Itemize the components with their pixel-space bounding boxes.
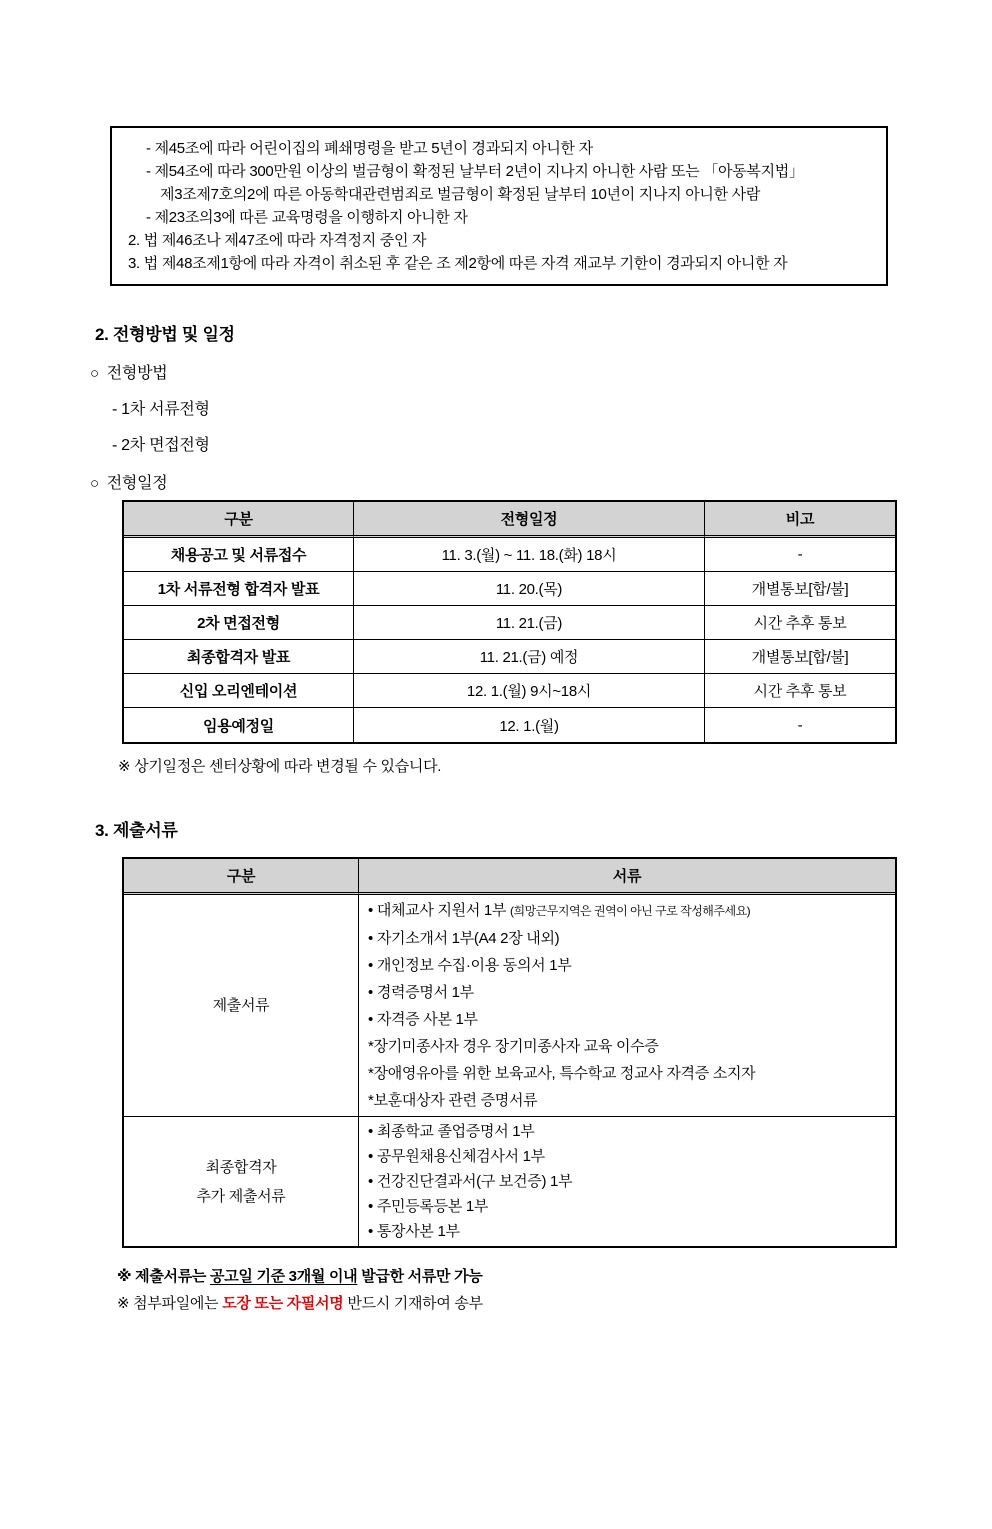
schedule-table: [122, 500, 897, 744]
document-item: • 대체교사 지원서 1부 (희망근무지역은 권역이 아닌 구로 작성해주세요): [368, 902, 751, 919]
table-cell-note: -: [705, 538, 895, 572]
table-cell-category: 신입 오리엔테이션: [124, 674, 354, 708]
table-cell-schedule: 11. 20.(목): [354, 572, 705, 606]
emphasis-red-text: 도장 또는 자필서명: [222, 1295, 344, 1312]
selection-schedule-label: 전형일정: [106, 475, 168, 492]
column-header-note: 비고: [705, 502, 895, 538]
eligibility-line: - 제45조에 따라 어린이집의 폐쇄명령을 받고 5년이 경과되지 아니한 자: [146, 140, 593, 157]
column-header-category: 구분: [124, 859, 359, 895]
table-cell-schedule: 12. 1.(월): [354, 708, 705, 742]
table-cell-document-list: [359, 1117, 895, 1246]
table-cell-schedule: 11. 21.(금) 예정: [354, 640, 705, 674]
category-line: 최종합격자: [205, 1158, 277, 1176]
section-heading-selection: 2. 전형방법 및 일정: [95, 325, 235, 344]
document-item: • 경력증명서 1부: [368, 984, 474, 1001]
category-line: 추가 제출서류: [196, 1187, 286, 1205]
circle-bullet-icon: ○: [90, 365, 99, 382]
table-cell-note: 시간 추후 통보: [705, 606, 895, 640]
selection-method-item: - 1차 서류전형: [112, 401, 210, 418]
eligibility-line: 3. 법 제48조제1항에 따라 자격이 취소된 후 같은 조 제2항에 따른 자격 재교부 기한이 경과되지 아니한 자: [128, 255, 788, 272]
footnote-signature: ※ 첨부파일에는 도장 또는 자필서명 반드시 기재하여 송부: [117, 1295, 483, 1312]
table-cell-note: -: [797, 716, 803, 734]
table-cell-category: 제출서류: [124, 895, 359, 1117]
table-cell-category: [124, 1117, 359, 1246]
eligibility-notice-box: [110, 126, 888, 286]
table-cell-note: 개별통보[합/불]: [705, 572, 895, 606]
table-cell-category: 임용예정일: [124, 708, 354, 742]
document-page: [0, 126, 992, 1529]
selection-method-item: - 2차 면접전형: [112, 437, 210, 454]
document-footnotes: [117, 1263, 992, 1317]
document-item: • 자기소개서 1부(A4 2장 내외): [368, 930, 560, 947]
section-heading-documents: 3. 제출서류: [95, 821, 178, 840]
underlined-text: 공고일 기준 3개월 이내: [210, 1268, 358, 1285]
column-header-documents: 서류: [359, 859, 895, 895]
schedule-table-footnote: ※ 상기일정은 센터상황에 따라 변경될 수 있습니다.: [118, 758, 442, 775]
table-cell-note: 시간 추후 통보: [705, 674, 895, 708]
document-item: • 주민등록등본 1부: [368, 1198, 489, 1215]
document-item: *장기미종사자 경우 장기미종사자 교육 이수증: [368, 1038, 659, 1055]
document-item: • 개인정보 수집·이용 동의서 1부: [368, 957, 572, 974]
table-cell-category: 채용공고 및 서류접수: [124, 538, 354, 572]
document-item: • 최종학교 졸업증명서 1부: [368, 1123, 535, 1140]
eligibility-line: 제3조제7호의2에 따른 아동학대관련범죄로 벌금형이 확정된 날부터 10년이 지나지 아니한 사람: [160, 186, 761, 203]
table-cell-schedule: 11. 21.(금): [354, 606, 705, 640]
document-item: • 건강진단결과서(구 보건증) 1부: [368, 1173, 573, 1190]
table-cell-schedule: 11. 3.(월) ~ 11. 18.(화) 18시: [354, 538, 705, 572]
table-cell-note: 개별통보[합/불]: [705, 640, 895, 674]
selection-method-label: 전형방법: [106, 365, 168, 382]
table-cell-document-list: [359, 895, 895, 1117]
eligibility-line: - 제23조의3에 따른 교육명령을 이행하지 아니한 자: [146, 209, 468, 226]
documents-table: [122, 857, 897, 1248]
circle-bullet-icon: ○: [90, 475, 99, 492]
table-cell-category: 최종합격자 발표: [124, 640, 354, 674]
eligibility-line: - 제54조에 따라 300만원 이상의 벌금형이 확정된 날부터 2년이 지나지 아니한 사람 또는 「아동복지법」: [146, 163, 804, 180]
footnote-validity: ※ 제출서류는 공고일 기준 3개월 이내 발급한 서류만 가능: [117, 1268, 483, 1285]
document-item: *보훈대상자 관련 증명서류: [368, 1092, 538, 1109]
document-item: *장애영유아를 위한 보육교사, 특수학교 정교사 자격증 소지자: [368, 1065, 756, 1082]
column-header-category: 구분: [124, 502, 354, 538]
document-item: • 자격증 사본 1부: [368, 1011, 478, 1028]
column-header-schedule: 전형일정: [354, 502, 705, 538]
reference-mark-icon: ※: [117, 1268, 132, 1285]
eligibility-line: 2. 법 제46조나 제47조에 따라 자격정지 중인 자: [128, 232, 427, 249]
document-item: • 통장사본 1부: [368, 1223, 460, 1240]
reference-mark-icon: ※: [117, 1295, 130, 1312]
selection-method-line: [90, 360, 992, 383]
table-cell-category: 1차 서류전형 합격자 발표: [124, 572, 354, 606]
table-cell-schedule: 12. 1.(월) 9시~18시: [354, 674, 705, 708]
selection-schedule-line: [90, 470, 992, 493]
document-item: • 공무원채용신체검사서 1부: [368, 1148, 545, 1165]
table-cell-category: 2차 면접전형: [124, 606, 354, 640]
document-item-note: (희망근무지역은 권역이 아닌 구로 작성해주세요): [510, 904, 751, 918]
